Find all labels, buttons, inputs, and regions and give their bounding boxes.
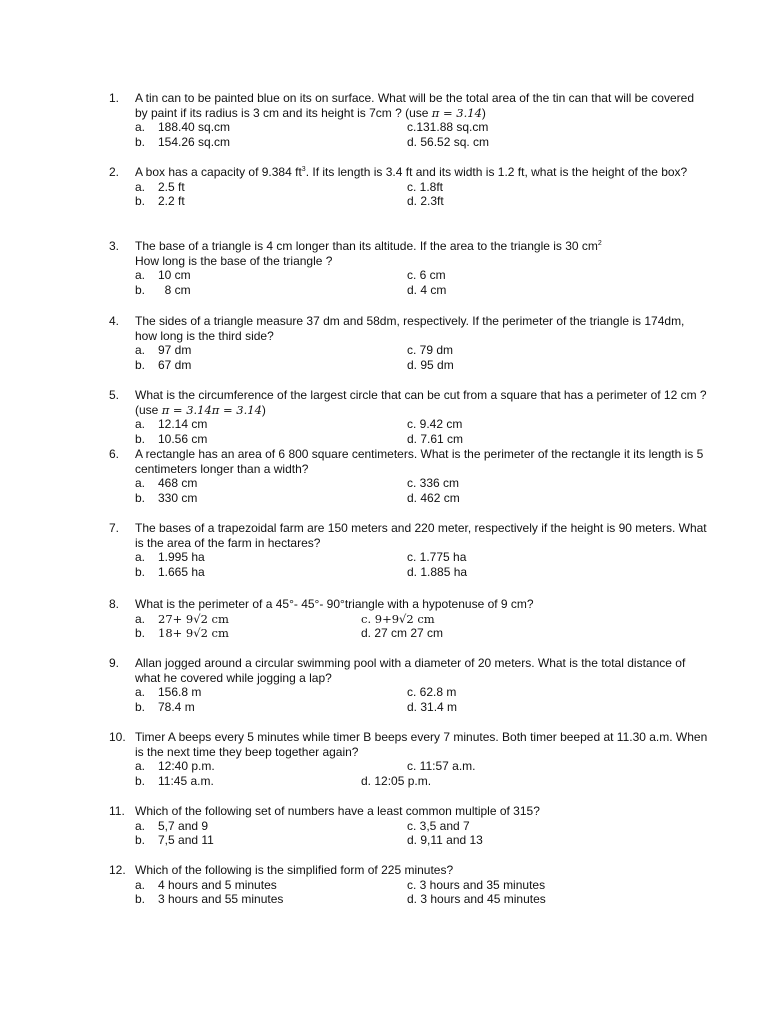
option-d: d. 12:05 p.m. bbox=[361, 773, 432, 788]
option-row: b. 1.665 ha d. 1.885 ha bbox=[135, 564, 468, 579]
option-a: 4 hours and 5 minutes bbox=[158, 877, 277, 892]
option-d: d. 95 dm bbox=[407, 357, 454, 372]
question-number: 4. bbox=[109, 314, 120, 328]
option-row: b. 11:45 a.m. d. 12:05 p.m. bbox=[135, 773, 432, 788]
question-number: 6. bbox=[109, 447, 120, 461]
option-row: a. 1.995 ha c. 1.775 ha bbox=[135, 550, 467, 565]
question-stem: Which of the following set of numbers have a least common multiple of 315? bbox=[135, 804, 540, 818]
question-stem: What is the perimeter of a 45°- 45°- 90°triangle with a hypotenuse of 9 cm? bbox=[135, 597, 534, 611]
option-c: c. 79 dm bbox=[407, 343, 454, 358]
question-number: 10. bbox=[109, 730, 126, 744]
option-c: c. 3,5 and 7 bbox=[407, 818, 470, 833]
question-11 bbox=[109, 804, 709, 848]
option-a: 10 cm bbox=[158, 268, 191, 283]
question-9 bbox=[109, 656, 709, 714]
option-a: 2.5 ft bbox=[158, 179, 185, 194]
question-3 bbox=[109, 239, 709, 297]
option-row: a. 4 hours and 5 minutes c. 3 hours and 35 minutes bbox=[135, 877, 546, 892]
option-b: 11:45 a.m. bbox=[158, 773, 214, 788]
option-d: d. 4 cm bbox=[407, 282, 447, 297]
question-number: 12. bbox=[109, 863, 126, 877]
option-c: c. 6 cm bbox=[407, 268, 446, 283]
option-a: 5,7 and 9 bbox=[158, 818, 209, 833]
question-5 bbox=[109, 388, 709, 446]
option-b: 67 dm bbox=[158, 357, 192, 372]
option-b: 3 hours and 55 minutes bbox=[158, 892, 284, 907]
question-stem: A rectangle has an area of 6 800 square centimeters. What is the perimeter of the rectangle it its length is 5 centimeters longer than a width? bbox=[135, 447, 704, 476]
question-1 bbox=[109, 91, 709, 149]
option-row: b. 10.56 cm d. 7.61 cm bbox=[135, 431, 464, 446]
option-a: 468 cm bbox=[158, 476, 198, 491]
option-b: 2.2 ft bbox=[158, 194, 185, 209]
option-d: d. 56.52 sq. cm bbox=[407, 134, 490, 149]
question-stem: Allan jogged around a circular swimming pool with a diameter of 20 meters. What is the total distance of what he covered while jogging a lap? bbox=[135, 656, 686, 685]
question-stem: A box has a capacity of 9.384 $ft^3$. If its length is 3.4 ft and its width is 1.2 ft, what is the height of the box? bbox=[135, 165, 688, 179]
option-c: c.131.88 sq.cm bbox=[407, 120, 489, 135]
option-b: 1.665 ha bbox=[158, 564, 205, 579]
option-row: b. 2.2 ft d. 2.3ft bbox=[135, 194, 444, 209]
question-number: 1. bbox=[109, 91, 120, 105]
option-c: c. 1.8ft bbox=[407, 179, 444, 194]
option-row: b. 78.4 m d. 31.4 m bbox=[135, 699, 458, 714]
option-b: 18+ 9√2 cm bbox=[158, 626, 229, 641]
option-row: a. 5,7 and 9 c. 3,5 and 7 bbox=[135, 818, 470, 833]
option-row: a. 10 cm c. 6 cm bbox=[135, 268, 446, 283]
question-8 bbox=[109, 597, 709, 641]
option-c: c. 1.775 ha bbox=[407, 550, 467, 565]
question-stem: What is the circumference of the largest circle that can be cut from a square that has a perimeter of 12 cm ? (use π = 3.14π = 3.14) bbox=[135, 388, 707, 417]
option-row: a. 156.8 m c. 62.8 m bbox=[135, 685, 457, 700]
option-a: 97 dm bbox=[158, 343, 192, 358]
option-row: a. 188.40 sq.cm c.131.88 sq.cm bbox=[135, 120, 489, 135]
option-row: b. 154.26 sq.cm d. 56.52 sq. cm bbox=[135, 134, 490, 149]
option-row: b. 3 hours and 55 minutes d. 3 hours and 45 minutes bbox=[135, 892, 546, 907]
option-d: d. 1.885 ha bbox=[407, 564, 468, 579]
option-row: b. 330 cm d. 462 cm bbox=[135, 490, 460, 505]
question-2 bbox=[109, 165, 709, 209]
option-row: a. 468 cm c. 336 cm bbox=[135, 476, 460, 491]
option-c: c. 11:57 a.m. bbox=[407, 759, 476, 774]
question-number: 2. bbox=[109, 165, 120, 179]
option-b: 154.26 sq.cm bbox=[158, 134, 231, 149]
question-stem: A tin can to be painted blue on its on surface. What will be the total area of the tin can that will be covered by paint if its radius is 3 cm and its height is 7cm ? (use π = 3.14) bbox=[135, 91, 695, 120]
option-c: c. 9+9√2 cm bbox=[361, 611, 435, 626]
option-d: d. 462 cm bbox=[407, 490, 460, 505]
option-c: c. 9.42 cm bbox=[407, 417, 463, 432]
option-row: a. 27+ 9√2 cm c. 9+9√2 cm bbox=[135, 611, 435, 626]
question-10 bbox=[109, 730, 709, 788]
question-7 bbox=[109, 521, 709, 579]
question-number: 5. bbox=[109, 388, 120, 402]
question-stem: Which of the following is the simplified form of 225 minutes? bbox=[135, 863, 454, 877]
option-a: 12.14 cm bbox=[158, 417, 208, 432]
option-c: c. 62.8 m bbox=[407, 685, 457, 700]
option-d: d. 27 cm 27 cm bbox=[361, 626, 444, 641]
option-b: 10.56 cm bbox=[158, 431, 208, 446]
option-row: b. 67 dm d. 95 dm bbox=[135, 357, 454, 372]
option-row: a. 97 dm c. 79 dm bbox=[135, 343, 454, 358]
question-stem: The base of a triangle is 4 cm longer than its altitude. If the area to the triangle is 30 $cm^2$ How long is the base of the triangle ? bbox=[135, 239, 602, 268]
question-number: 8. bbox=[109, 597, 120, 611]
question-number: 7. bbox=[109, 521, 120, 535]
option-a: 27+ 9√2 cm bbox=[158, 611, 229, 626]
option-b: 7,5 and 11 bbox=[158, 833, 214, 848]
option-a: 1.995 ha bbox=[158, 550, 205, 565]
option-row: a. 12:40 p.m. c. 11:57 a.m. bbox=[135, 759, 476, 774]
option-d: d. 31.4 m bbox=[407, 699, 458, 714]
option-row: b. 8 cm d. 4 cm bbox=[135, 282, 447, 297]
option-row: a. 2.5 ft c. 1.8ft bbox=[135, 179, 444, 194]
question-stem: Timer A beeps every 5 minutes while timer B beeps every 7 minutes. Both timer beeped at 11.30 a.m. When is the next time they beep together again? bbox=[135, 730, 708, 759]
question-6 bbox=[109, 447, 709, 505]
question-stem: The bases of a trapezoidal farm are 150 meters and 220 meter, respectively if the height is 90 meters. What is the area of the farm in hectares? bbox=[135, 521, 707, 550]
option-b: 8 cm bbox=[158, 282, 191, 297]
option-c: c. 336 cm bbox=[407, 476, 460, 491]
option-d: d. 9,11 and 13 bbox=[407, 833, 483, 848]
question-number: 9. bbox=[109, 656, 120, 670]
option-row: b. 18+ 9√2 cm d. 27 cm 27 cm bbox=[135, 626, 444, 641]
question-number: 11. bbox=[109, 804, 125, 818]
question-4 bbox=[109, 314, 709, 372]
question-stem: The sides of a triangle measure 37 dm and 58dm, respectively. If the perimeter of the triangle is 174dm, how long is the third side? bbox=[135, 314, 685, 343]
option-row: b. 7,5 and 11 d. 9,11 and 13 bbox=[135, 833, 483, 848]
option-b: 78.4 m bbox=[158, 699, 195, 714]
option-c: c. 3 hours and 35 minutes bbox=[407, 877, 546, 892]
question-number: 3. bbox=[109, 239, 120, 253]
question-12 bbox=[109, 863, 709, 907]
option-d: d. 2.3ft bbox=[407, 194, 444, 209]
option-row: a. 12.14 cm c. 9.42 cm bbox=[135, 417, 463, 432]
option-a: 156.8 m bbox=[158, 685, 202, 700]
option-a: 12:40 p.m. bbox=[158, 759, 215, 774]
option-d: d. 7.61 cm bbox=[407, 431, 464, 446]
option-a: 188.40 sq.cm bbox=[158, 120, 231, 135]
option-d: d. 3 hours and 45 minutes bbox=[407, 892, 546, 907]
option-b: 330 cm bbox=[158, 490, 198, 505]
